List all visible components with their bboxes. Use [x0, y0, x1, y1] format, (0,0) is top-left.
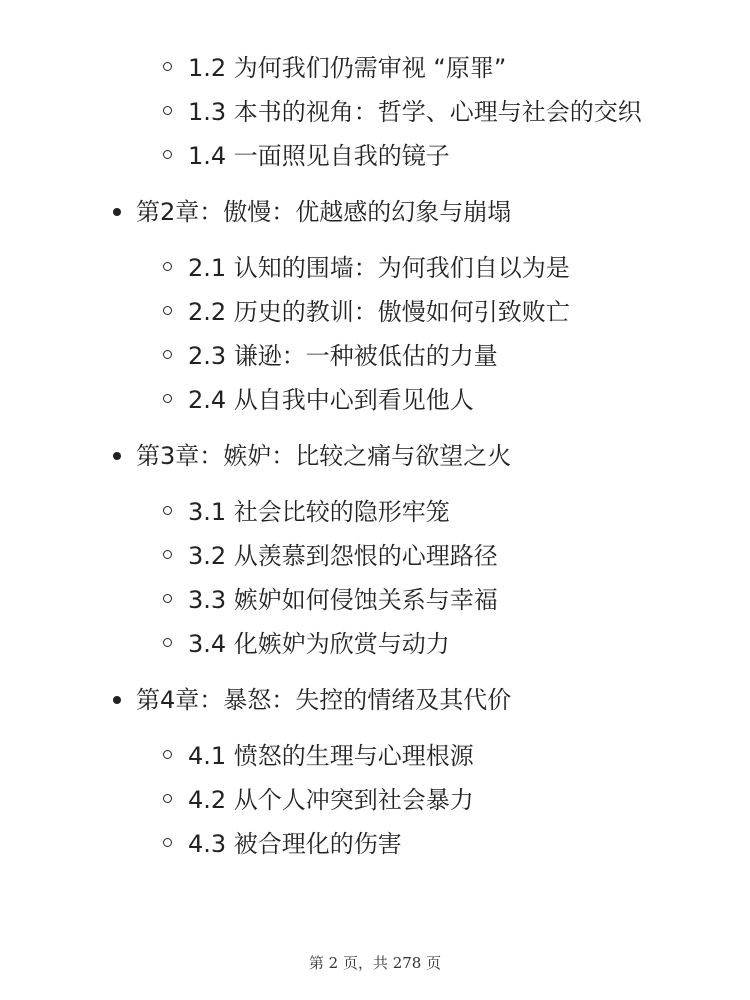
- toc-section-3-2[interactable]: [0, 534, 750, 578]
- hollow-bullet-icon: [163, 350, 172, 359]
- filled-bullet-icon: [113, 452, 121, 460]
- hollow-bullet-icon: [163, 150, 172, 159]
- toc-section-label: 3.3 嫉妒如何侵蚀关系与幸福: [188, 586, 498, 614]
- toc-section-2-1[interactable]: [0, 246, 750, 290]
- toc-section-2-3[interactable]: [0, 334, 750, 378]
- toc-section-label: 4.2 从个人冲突到社会暴力: [188, 786, 474, 814]
- toc-chapter-4[interactable]: [0, 678, 750, 722]
- toc-section-4-2[interactable]: [0, 778, 750, 822]
- toc-chapter-title: 第3章：嫉妒：比较之痛与欲望之火: [136, 442, 512, 470]
- toc-section-label: 3.1 社会比较的隐形牢笼: [188, 498, 450, 526]
- toc-section-label: 3.2 从羡慕到怨恨的心理路径: [188, 542, 498, 570]
- hollow-bullet-icon: [163, 306, 172, 315]
- toc-section-label: 1.3 本书的视角：哲学、心理与社会的交织: [188, 98, 642, 126]
- toc-section-4-3[interactable]: [0, 822, 750, 866]
- toc-section-label: 4.1 愤怒的生理与心理根源: [188, 742, 474, 770]
- hollow-bullet-icon: [163, 62, 172, 71]
- toc-chapter-title: 第2章：傲慢：优越感的幻象与崩塌: [136, 198, 512, 226]
- toc-section-label: 1.4 一面照见自我的镜子: [188, 142, 450, 170]
- filled-bullet-icon: [113, 696, 121, 704]
- page-number-footer: 第 2 页，共 278 页: [308, 954, 442, 972]
- toc-section-2-2[interactable]: [0, 290, 750, 334]
- toc-section-3-3[interactable]: [0, 578, 750, 622]
- hollow-bullet-icon: [163, 638, 172, 647]
- toc-section-1-2[interactable]: [0, 46, 750, 90]
- toc-section-3-4[interactable]: [0, 622, 750, 666]
- toc-section-4-1[interactable]: [0, 734, 750, 778]
- toc-section-label: 2.3 谦逊：一种被低估的力量: [188, 342, 498, 370]
- hollow-bullet-icon: [163, 506, 172, 515]
- hollow-bullet-icon: [163, 794, 172, 803]
- toc-section-label: 4.3 被合理化的伤害: [188, 830, 402, 858]
- hollow-bullet-icon: [163, 594, 172, 603]
- toc-section-label: 2.1 认知的围墙：为何我们自以为是: [188, 254, 570, 282]
- toc-chapter-title: 第4章：暴怒：失控的情绪及其代价: [136, 686, 512, 714]
- hollow-bullet-icon: [163, 550, 172, 559]
- hollow-bullet-icon: [163, 750, 172, 759]
- toc-section-label: 2.4 从自我中心到看见他人: [188, 386, 474, 414]
- hollow-bullet-icon: [163, 394, 172, 403]
- toc-section-3-1[interactable]: [0, 490, 750, 534]
- hollow-bullet-icon: [163, 838, 172, 847]
- toc-section-label: 1.2 为何我们仍需审视 “原罪”: [188, 54, 507, 82]
- toc-section-label: 2.2 历史的教训：傲慢如何引致败亡: [188, 298, 570, 326]
- hollow-bullet-icon: [163, 262, 172, 271]
- toc-chapter-2[interactable]: [0, 190, 750, 234]
- filled-bullet-icon: [113, 208, 121, 216]
- toc-section-label: 3.4 化嫉妒为欣赏与动力: [188, 630, 450, 658]
- toc-section-1-3[interactable]: [0, 90, 750, 134]
- toc-section-1-4[interactable]: [0, 134, 750, 178]
- toc-section-2-4[interactable]: [0, 378, 750, 422]
- toc-chapter-3[interactable]: [0, 434, 750, 478]
- table-of-contents: [0, 46, 750, 866]
- hollow-bullet-icon: [163, 106, 172, 115]
